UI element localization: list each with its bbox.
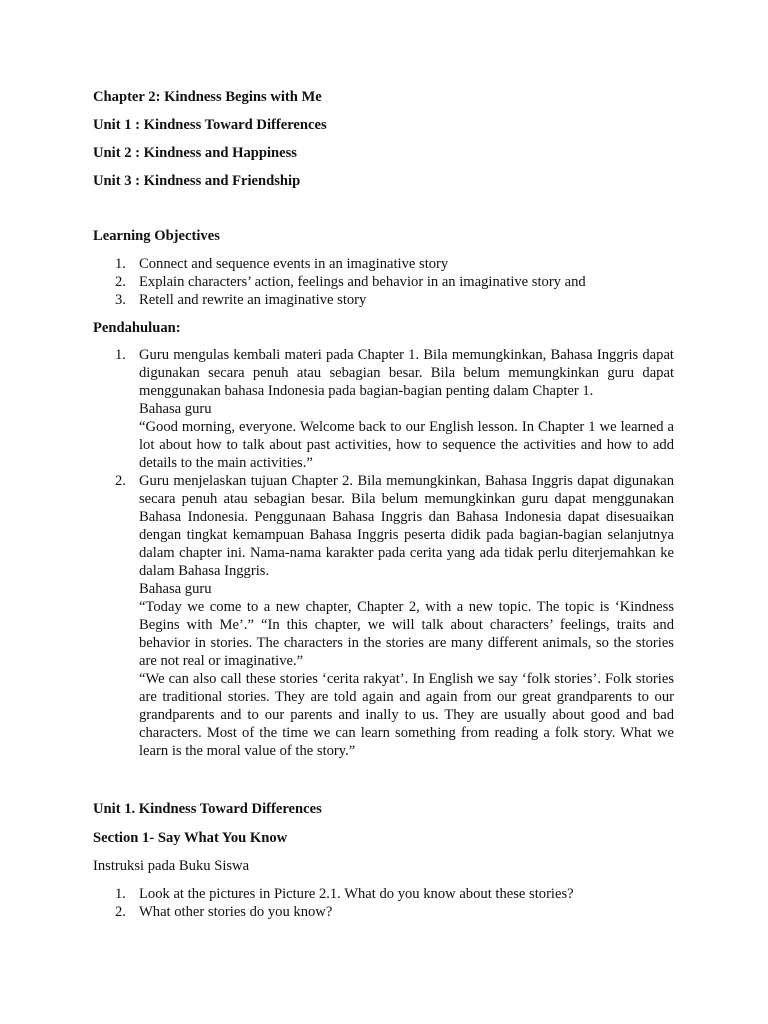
teacher-quote: “We can also call these stories ‘cerita rakyat’. In English we say ‘folk stories’. Folk stories are traditional stories. They are told again and again from our great grandparents to our grandparents and to our parents and inally to us. They are usually about good and bad characters. Most of the time we can learn something from reading a folk story. What we learn is the moral value of the story.” (139, 671, 674, 759)
paragraph: Guru menjelaskan tujuan Chapter 2. Bila memungkinkan, Bahasa Inggris dapat digunakan secara penuh atau sebagian besar. Bila belum memungkinkan guru dapat menggunakan Bahasa Indonesia. Penggunaan Bahasa Inggris dan Bahasa Indonesia dapat disesuaikan dengan tingkat kemampuan Bahasa Inggris peserta didik pada bagian-bagian selanjutnya dalam chapter ini. Nama-nama karakter pada cerita yang ada tidak perlu diterjemahkan ke dalam Bahasa Inggris. (139, 473, 674, 579)
list-number: 3. (115, 292, 126, 308)
list-number: 2. (115, 274, 126, 290)
unit-1-heading: Unit 1. Kindness Toward Differences (93, 801, 322, 817)
list-item-text: Look at the pictures in Picture 2.1. What do you know about these stories? (139, 886, 574, 902)
unit-1-question-list (93, 885, 674, 921)
list-number: 1. (115, 886, 126, 902)
list-item (93, 255, 674, 273)
unit-1-title: Unit 1 : Kindness Toward Differences (93, 117, 327, 133)
list-item (93, 346, 674, 472)
list-item (93, 903, 674, 921)
pendahuluan-heading: Pendahuluan: (93, 320, 181, 336)
list-item (93, 291, 674, 309)
list-item (93, 273, 674, 291)
learning-objectives-heading: Learning Objectives (93, 228, 220, 244)
unit-3-title: Unit 3 : Kindness and Friendship (93, 173, 301, 189)
list-number: 2. (115, 473, 126, 489)
learning-objectives-list (93, 255, 674, 309)
instruction-label: Instruksi pada Buku Siswa (93, 858, 250, 874)
section-1-heading: Section 1- Say What You Know (93, 830, 288, 846)
unit-2-title: Unit 2 : Kindness and Happiness (93, 145, 297, 161)
teacher-language-label: Bahasa guru (139, 581, 212, 597)
paragraph: Guru mengulas kembali materi pada Chapter 1. Bila memungkinkan, Bahasa Inggris dapat digunakan secara penuh atau sebagian besar. Bila belum memungkinkan guru dapat menggunakan bahasa Indonesia pada bagian-bagian penting dalam Chapter 1. (139, 347, 674, 399)
list-item (93, 472, 674, 760)
list-item-text: Retell and rewrite an imaginative story (139, 292, 367, 308)
list-number: 2. (115, 904, 126, 920)
list-item-text: Explain characters’ action, feelings and behavior in an imaginative story and (139, 274, 586, 290)
list-item-text: What other stories do you know? (139, 904, 333, 920)
list-number: 1. (115, 347, 126, 363)
list-item (93, 885, 674, 903)
teacher-language-label: Bahasa guru (139, 401, 212, 417)
teacher-quote: “Good morning, everyone. Welcome back to our English lesson. In Chapter 1 we learned a lot about how to talk about past activities, how to sequence the activities and how to add details to the main activities.” (139, 419, 674, 471)
teacher-quote: “Today we come to a new chapter, Chapter 2, with a new topic. The topic is ‘Kindness Begins with Me’.” “In this chapter, we will talk about characters’ feelings, traits and behavior in stories. The characters in the stories are many different animals, so the stories are not real or imaginative.” (139, 599, 674, 669)
chapter-title: Chapter 2: Kindness Begins with Me (93, 89, 322, 105)
list-number: 1. (115, 256, 126, 272)
list-item-text: Connect and sequence events in an imaginative story (139, 256, 449, 272)
pendahuluan-list (93, 346, 674, 760)
